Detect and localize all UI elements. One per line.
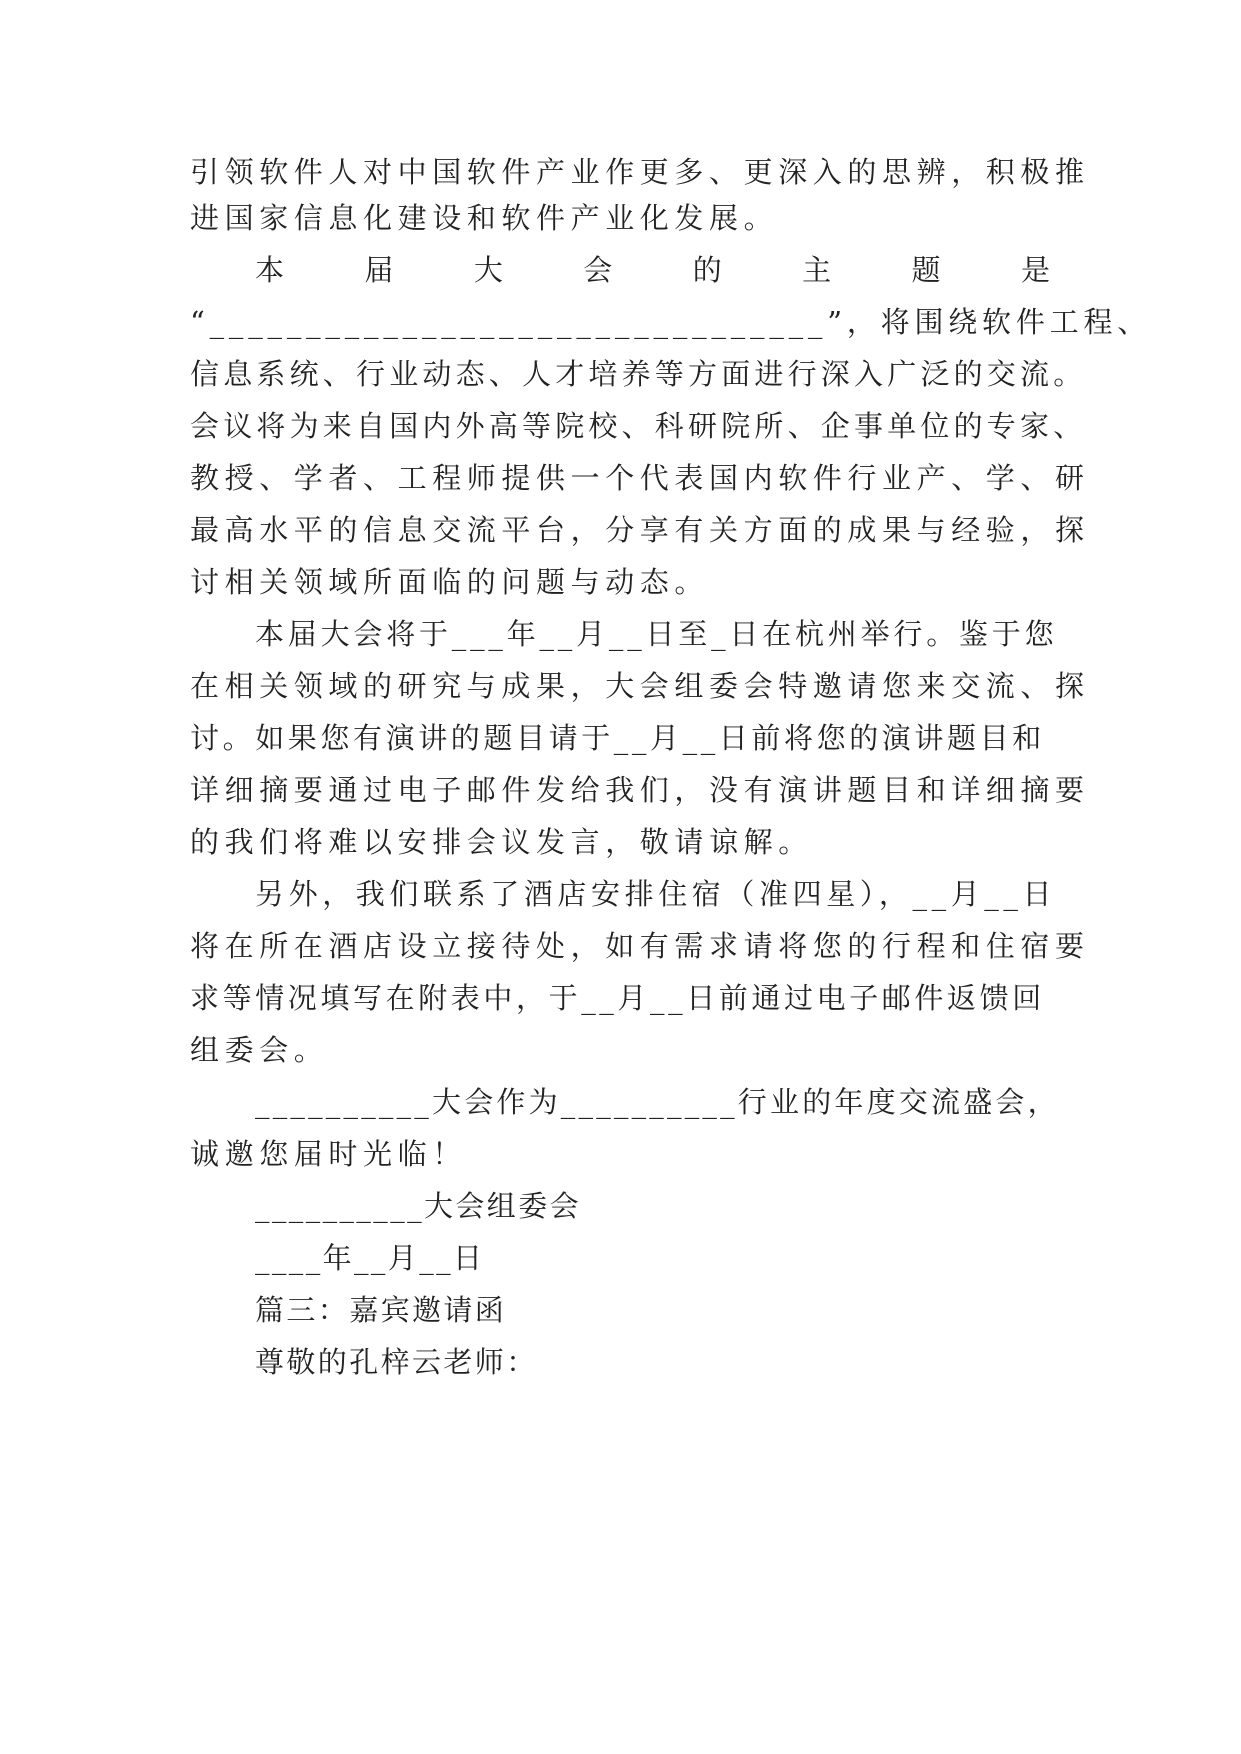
paragraph-line-spread xyxy=(255,250,1050,290)
spread-character: 本 xyxy=(255,253,285,287)
spread-character: 大 xyxy=(473,253,503,287)
paragraph-line: “________________________________”，将围绕软件工程、 xyxy=(190,305,1152,339)
paragraph-line: 教授、学者、工程师提供一个代表国内软件行业产、学、研 xyxy=(190,461,1090,495)
spread-character: 的 xyxy=(692,253,722,287)
paragraph-line: 最高水平的信息交流平台，分享有关方面的成果与经验，探 xyxy=(190,513,1090,547)
paragraph-line: 引领软件人对中国软件产业作更多、更深入的思辨，积极推 xyxy=(190,155,1090,189)
spread-character: 会 xyxy=(583,253,613,287)
signature-date: ____年__月__日 xyxy=(255,1241,485,1275)
spread-character: 是 xyxy=(1020,253,1050,287)
signature-organizer: __________大会组委会 xyxy=(255,1189,582,1223)
paragraph-line: 将在所在酒店设立接待处，如有需求请将您的行程和住宿要 xyxy=(190,929,1090,963)
paragraph-line: 讨。如果您有演讲的题目请于__月__日前将您的演讲题目和 xyxy=(190,721,1045,755)
paragraph-line: 另外，我们联系了酒店安排住宿（准四星），__月__日 xyxy=(255,877,1057,911)
paragraph-line: 在相关领域的研究与成果，大会组委会特邀请您来交流、探 xyxy=(190,669,1090,703)
paragraph-line: 详细摘要通过电子邮件发给我们，没有演讲题目和详细摘要 xyxy=(190,773,1090,807)
paragraph-line: 本届大会将于___年__月__日至_日在杭州举行。鉴于您 xyxy=(255,617,1058,651)
paragraph-line: 组委会。 xyxy=(190,1033,329,1067)
paragraph-line: 信息系统、行业动态、人才培养等方面进行深入广泛的交流。 xyxy=(190,357,1087,391)
paragraph-line: 求等情况填写在附表中，于__月__日前通过电子邮件返馈回 xyxy=(190,981,1045,1015)
spread-character: 题 xyxy=(911,253,941,287)
paragraph-line: 进国家信息化建设和软件产业化发展。 xyxy=(190,201,779,235)
salutation: 尊敬的孔梓云老师： xyxy=(255,1345,538,1379)
paragraph-line: 诚邀您届时光临！ xyxy=(190,1137,467,1171)
section-heading: 篇三：嘉宾邀请函 xyxy=(255,1293,507,1327)
paragraph-line: 会议将为来自国内外高等院校、科研院所、企事单位的专家、 xyxy=(190,409,1087,443)
paragraph-line: 讨相关领域所面临的问题与动态。 xyxy=(190,565,710,599)
spread-character: 届 xyxy=(364,253,394,287)
paragraph-line: 的我们将难以安排会议发言，敬请谅解。 xyxy=(190,825,813,859)
paragraph-line: __________大会作为__________行业的年度交流盛会， xyxy=(255,1085,1060,1119)
spread-character: 主 xyxy=(802,253,832,287)
